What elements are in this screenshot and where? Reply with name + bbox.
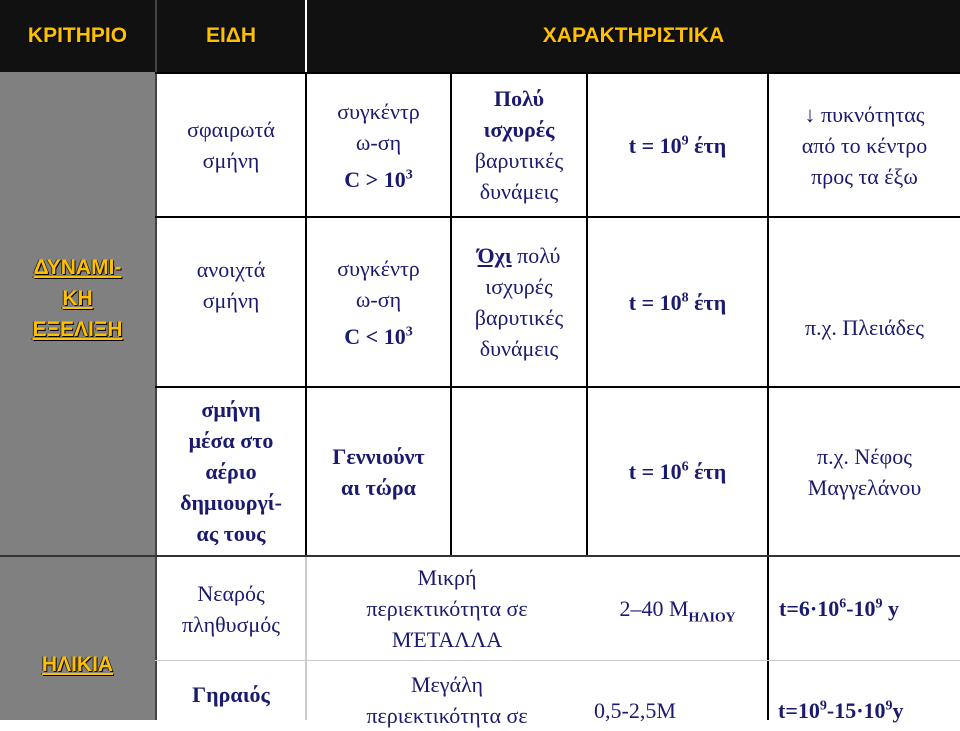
header-types: ΕΙΔΗ: [157, 0, 305, 72]
criterion-age-label: ΗΛΙΚΙΑ: [41, 653, 114, 676]
old-mass: 0,5-2,5M: [594, 698, 676, 723]
young-metallicity: Μικρή περιεκτικότητα σε ΜΈΤΑΛΛΑ: [366, 565, 528, 652]
old-type: Γηραιός: [192, 682, 270, 707]
open-type: ανοιχτά σμήνη: [196, 257, 266, 313]
grid-line: [155, 660, 960, 661]
old-age: $t=10^9-15\cdot 10^9y$: [778, 698, 904, 723]
gas-status: Γεννιούντ αι τώρα: [332, 443, 425, 500]
old-metallicity: Μεγάλη περιεκτικότητα σε: [366, 672, 528, 728]
open-note: π.χ. Πλειάδες: [805, 314, 924, 340]
header-characteristics: ΧΑΡΑΚΤΗΡΙΣΤΙΚΑ: [307, 0, 960, 72]
header-criterion: ΚΡΙΤΗΡΙΟ: [0, 0, 155, 72]
gas-type: σμήνη μέσα στο αέριο δημιουργί- ας τους: [180, 397, 282, 546]
young-mass: 2–40 $M_{H\Lambda IO\Upsilon}$: [619, 596, 736, 626]
gas-note: π.χ. Νέφος Μαγγελάνου: [807, 443, 922, 500]
globular-time: $t = 10^9$ έτη: [628, 132, 727, 158]
globular-note: ↓ πυκνότητας από το κέντρο προς τα έξω: [801, 101, 928, 189]
criterion-age-cell: [0, 557, 155, 720]
open-concentration: συγκέντρ ω-ση $C < 10^3$: [337, 255, 420, 349]
globular-type: σφαιρωτά σμήνη: [187, 117, 275, 173]
open-forces: Όχι πολύ ισχυρές βαρυτικές δυνάμεις: [474, 243, 564, 361]
criterion-dynamic-label: ΔΥΝΑΜΙ- ΚΗ ΕΞΕΛΙΞΗ: [32, 256, 123, 341]
young-type: Νεαρός πληθυσμός: [182, 580, 280, 637]
globular-concentration: συγκέντρ ω-ση $C > 10^3$: [337, 98, 420, 192]
gas-time: $t = 10^6$ έτη: [628, 459, 727, 484]
criterion-dynamic-cell: [0, 72, 155, 555]
young-age: $t=6\cdot 10^6-10^9$ y: [779, 596, 900, 621]
open-time: $t = 10^8$ έτη: [628, 289, 727, 315]
globular-forces: Πολύ ισχυρές βαρυτικές δυνάμεις: [474, 86, 564, 204]
